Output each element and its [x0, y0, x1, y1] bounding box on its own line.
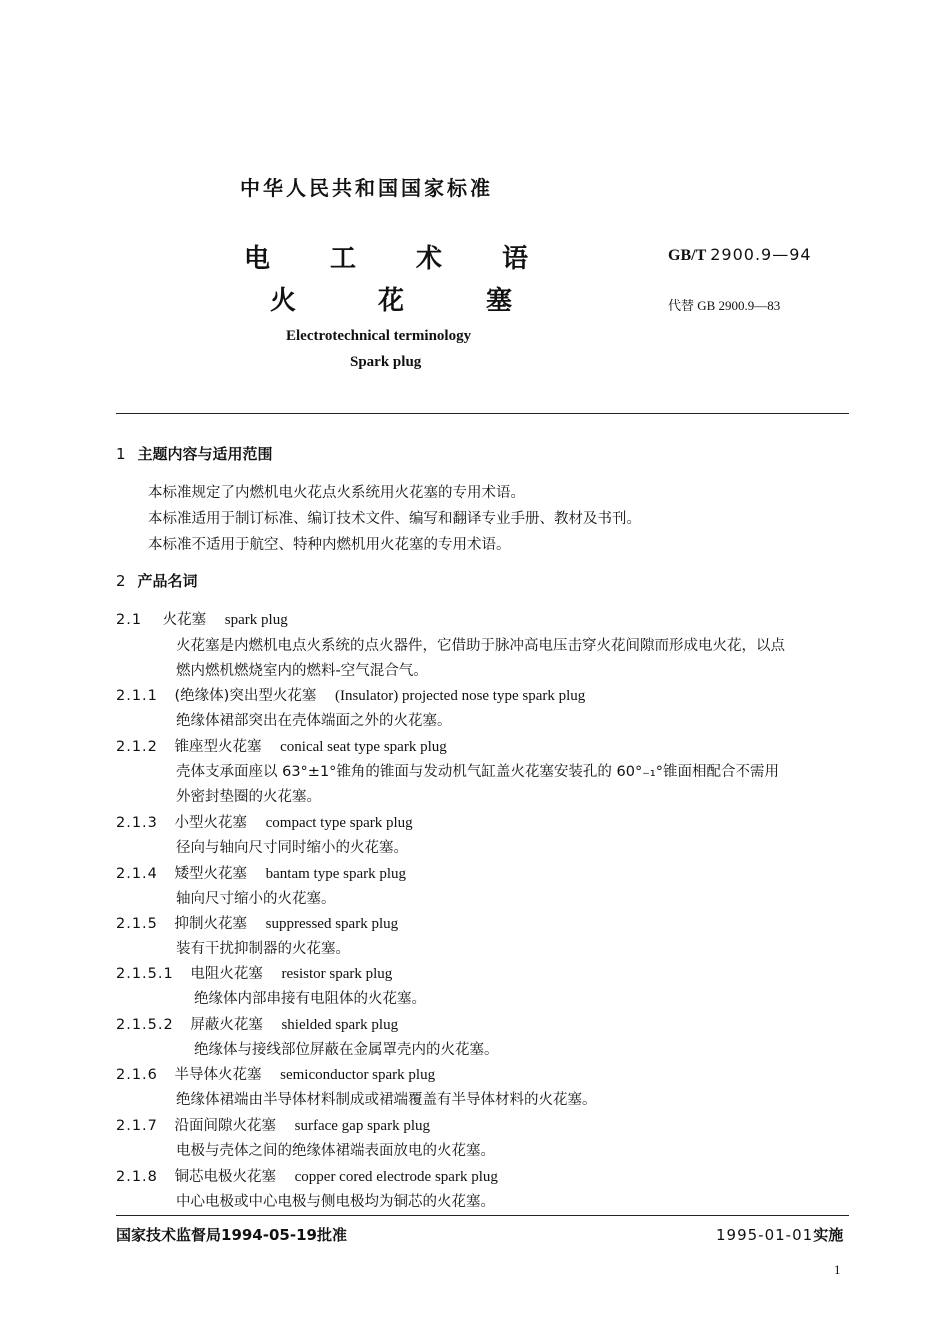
effective-label: 实施 — [813, 1226, 844, 1244]
effective-date: 1995-01-01 — [716, 1226, 814, 1244]
term-number: 2.1.7 — [116, 1118, 158, 1134]
term-cn: 小型火花塞 — [174, 815, 248, 831]
term-cn: 电阻火花塞 — [190, 966, 263, 982]
paragraph: 本标准规定了内燃机电火花点火系统用火花塞的专用术语。 — [148, 485, 525, 501]
standard-code — [668, 245, 812, 265]
term-cn: 锥座型火花塞 — [174, 739, 262, 755]
term-entry — [116, 912, 398, 933]
section-1-heading — [116, 443, 273, 464]
term-en: shielded spark plug — [281, 1017, 399, 1033]
header-divider — [116, 413, 849, 414]
title-cn-line2: 火花塞 — [270, 286, 595, 316]
effective-note — [716, 1224, 843, 1245]
title-en-line1: Electrotechnical terminology — [286, 328, 472, 344]
code-prefix: GB/T — [668, 247, 707, 264]
term-entry — [116, 684, 585, 705]
term-number: 2.1.6 — [116, 1067, 158, 1083]
term-en: bantam type spark plug — [265, 866, 407, 882]
term-number: 2.1.2 — [116, 739, 158, 755]
term-cn: (绝缘体)突出型火花塞 — [174, 688, 317, 704]
term-definition: 绝缘体内部串接有电阻体的火花塞。 — [194, 991, 426, 1007]
term-definition: 燃内燃机燃烧室内的燃料-空气混合气。 — [176, 663, 428, 679]
section-title: 主题内容与适用范围 — [137, 445, 273, 463]
footer-divider — [116, 1215, 849, 1216]
code-number: 2900.9—94 — [710, 245, 812, 264]
section-2-heading — [116, 570, 198, 591]
term-entry — [116, 1013, 398, 1034]
issuing-authority: 中华人民共和国国家标准 — [240, 176, 493, 200]
term-definition: 轴向尺寸缩小的火花塞。 — [176, 891, 336, 907]
term-number: 2.1.8 — [116, 1169, 158, 1185]
term-cn: 铜芯电极火花塞 — [174, 1169, 277, 1185]
term-cn: 火花塞 — [162, 612, 207, 628]
term-en: suppressed spark plug — [265, 916, 399, 932]
term-number: 2.1.5.2 — [116, 1017, 174, 1033]
title-cn-line1: 电工术语 — [244, 244, 589, 274]
term-entry — [116, 1114, 430, 1135]
term-number: 2.1.4 — [116, 866, 158, 882]
term-en: spark plug — [224, 612, 288, 628]
term-number: 2.1 — [116, 612, 143, 628]
term-definition: 火花塞是内燃机电点火系统的点火器件，它借助于脉冲高电压击穿火花间隙而形成电火花，以点 — [176, 638, 785, 654]
term-definition: 装有干扰抑制器的火花塞。 — [176, 941, 350, 957]
section-title: 产品名词 — [137, 572, 198, 590]
page-number: 1 — [834, 1262, 841, 1277]
paragraph: 本标准适用于制订标准、编订技术文件、编写和翻译专业手册、教材及书刊。 — [148, 511, 641, 527]
section-number: 1 — [116, 445, 126, 463]
term-en: compact type spark plug — [265, 815, 413, 831]
term-definition: 绝缘体裙部突出在壳体端面之外的火花塞。 — [176, 713, 452, 729]
term-en: semiconductor spark plug — [280, 1067, 436, 1083]
term-entry — [116, 735, 447, 756]
term-cn: 矮型火花塞 — [174, 866, 248, 882]
term-entry — [116, 811, 413, 832]
term-cn: 沿面间隙火花塞 — [174, 1118, 277, 1134]
paragraph: 本标准不适用于航空、特种内燃机用火花塞的专用术语。 — [148, 537, 511, 553]
term-entry — [116, 1165, 498, 1186]
term-definition: 径向与轴向尺寸同时缩小的火花塞。 — [176, 840, 408, 856]
approval-note: 国家技术监督局1994-05-19批准 — [116, 1226, 347, 1244]
term-definition: 中心电极或中心电极与侧电极均为铜芯的火花塞。 — [176, 1194, 495, 1210]
term-en: conical seat type spark plug — [280, 739, 447, 755]
term-en: resistor spark plug — [281, 966, 393, 982]
term-entry — [116, 862, 406, 883]
term-number: 2.1.3 — [116, 815, 158, 831]
term-cn: 抑制火花塞 — [174, 916, 248, 932]
term-number: 2.1.5.1 — [116, 966, 174, 982]
term-en: surface gap spark plug — [294, 1118, 430, 1134]
term-definition: 外密封垫圈的火花塞。 — [176, 789, 321, 805]
term-definition: 绝缘体裙端由半导体材料制成或裙端覆盖有半导体材料的火花塞。 — [176, 1092, 597, 1108]
term-definition: 壳体支承面座以 63°±1°锥角的锥面与发动机气缸盖火花塞安装孔的 60°₋₁°锥面相配合不需用 — [176, 764, 779, 780]
section-number: 2 — [116, 572, 126, 590]
term-entry — [116, 1063, 435, 1084]
term-cn: 屏蔽火花塞 — [190, 1017, 263, 1033]
title-en-line2: Spark plug — [350, 354, 422, 370]
term-cn: 半导体火花塞 — [174, 1067, 262, 1083]
term-number: 2.1.1 — [116, 688, 158, 704]
term-entry — [116, 608, 288, 629]
term-number: 2.1.5 — [116, 916, 158, 932]
replaces-note: 代替 GB 2900.9—83 — [668, 298, 781, 313]
term-en: copper cored electrode spark plug — [294, 1169, 498, 1185]
term-entry — [116, 962, 392, 983]
term-definition: 电极与壳体之间的绝缘体裙端表面放电的火花塞。 — [176, 1143, 495, 1159]
term-definition: 绝缘体与接线部位屏蔽在金属罩壳内的火花塞。 — [194, 1042, 499, 1058]
term-en: (Insulator) projected nose type spark plug — [334, 688, 586, 704]
